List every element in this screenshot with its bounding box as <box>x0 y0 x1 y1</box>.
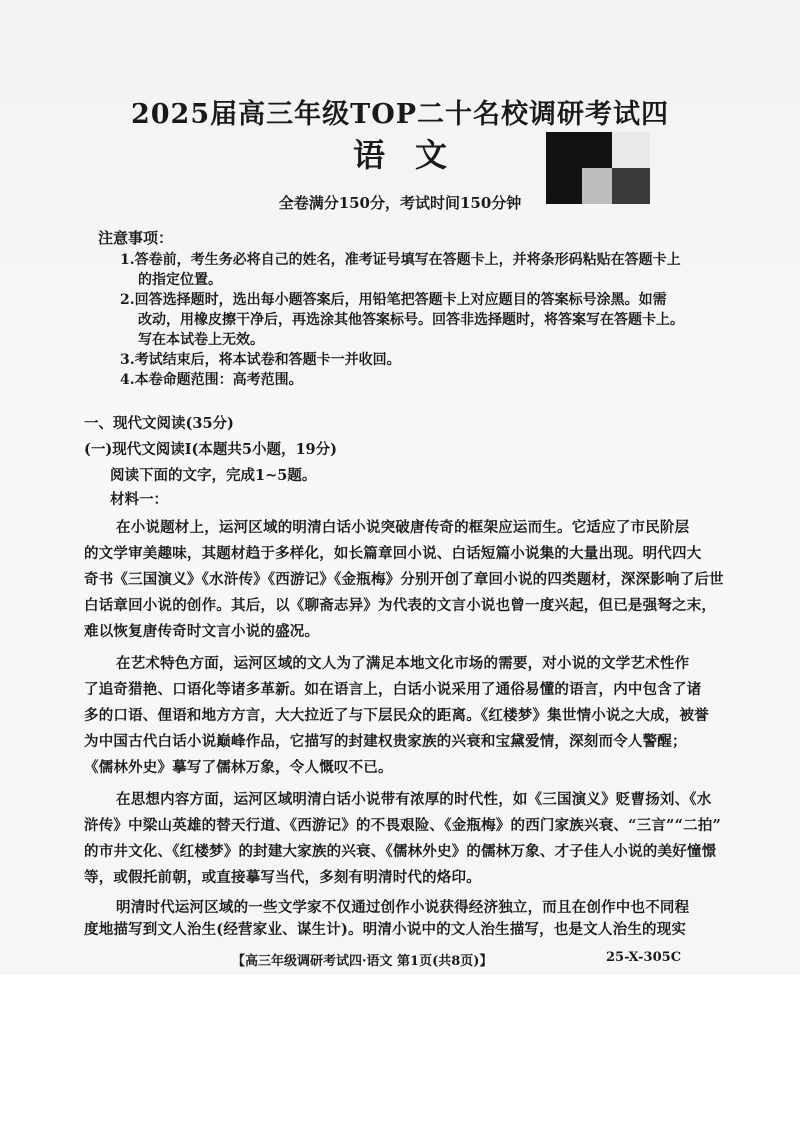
sub-section-heading: (一)现代文阅读Ⅰ(本题共5小题，19分) <box>84 441 337 458</box>
body-line: 多的口语、俚语和地方方言，大大拉近了与下层民众的距离。《红楼梦》集世情小说之大成，被誉 <box>84 707 709 724</box>
blank-page-margin <box>0 975 800 1147</box>
page-footer <box>0 950 800 972</box>
subject-title: 语文 <box>352 136 477 174</box>
body-line: 了追奇猎艳、口语化等诸多革新。如在语言上，白话小说采用了通俗易懂的语言，内中包含了诸 <box>84 681 702 698</box>
body-line: 在小说题材上，运河区域的明清白话小说突破唐传奇的框架应运而生。它适应了市民阶层 <box>116 519 690 536</box>
notice-line: 的指定位置。 <box>138 272 222 288</box>
notice-line: 1.答卷前，考生务必将自己的姓名，准考证号填写在答题卡上，并将条形码粘贴在答题卡上 <box>120 252 681 268</box>
exam-title: 2025届高三年级TOP二十名校调研考试四 <box>130 99 670 130</box>
material-label: 材料一： <box>110 491 168 508</box>
body-line: 的文学审美趣味，其题材趋于多样化，如长篇章回小说、白话短篇小说集的大量出现。明代四大 <box>84 545 702 562</box>
notice-line: 改动，用橡皮擦干净后，再选涂其他答案标号。回答非选择题时，将答案写在答题卡上。 <box>138 312 684 328</box>
notice-line: 3.考试结束后，将本试卷和答题卡一并收回。 <box>120 352 401 368</box>
body-line: 明清时代运河区域的一些文学家不仅通过创作小说获得经济独立，而且在创作中也不同程 <box>116 899 690 916</box>
body-line: 度地描写到文人治生(经营家业、谋生计)。明清小说中的文人治生描写，也是文人治生的现实 <box>84 921 687 938</box>
notice-line: 4.本卷命题范围：高考范围。 <box>120 372 303 388</box>
reading-instruction: 阅读下面的文字，完成1~5题。 <box>110 467 317 484</box>
footer-exam-code: 25-X-305C <box>606 950 682 965</box>
body-line: 浒传》中梁山英雄的替天行道、《西游记》的不畏艰险、《金瓶梅》的西门家族兴衰、“三言”“二拍” <box>84 817 722 834</box>
body-line: 的市井文化、《红楼梦》的封建大家族的兴衰、《儒林外史》的儒林万象、才子佳人小说的美好憧憬 <box>84 843 717 860</box>
body-line: 在艺术特色方面，运河区域的文人为了满足本地文化市场的需要，对小说的文学艺术性作 <box>116 655 690 672</box>
notice-heading: 注意事项： <box>98 229 174 247</box>
notice-line: 写在本试卷上无效。 <box>138 332 264 348</box>
body-line: 在思想内容方面，运河区域明清白话小说带有浓厚的时代性，如《三国演义》贬曹扬刘、《水 <box>116 791 712 808</box>
body-line: 等，或假托前朝，或直接摹写当代，多刻有明清时代的烙印。 <box>84 869 481 886</box>
body-line: 奇书《三国演义》《水浒传》《西游记》《金瓶梅》分别开创了章回小说的四类题材，深深影响了后世 <box>84 571 724 588</box>
notice-line: 2.回答选择题时，选出每小题答案后，用铅笔把答题卡上对应题目的答案标号涂黑。如需 <box>120 292 667 308</box>
body-line: 为中国古代白话小说巅峰作品，它描写的封建权贵家族的兴衰和宝黛爱情，深刻而令人警醒； <box>84 733 687 750</box>
body-line: 白话章回小说的创作。其后，以《聊斋志异》为代表的文言小说也曾一度兴起，但已是强弩之末， <box>84 597 717 614</box>
score-info: 全卷满分150分，考试时间150分钟 <box>278 194 522 212</box>
footer-page-info: 【高三年级调研考试四·语文 第1页(共8页)】 <box>232 954 493 969</box>
section-heading: 一、现代文阅读(35分) <box>84 415 234 432</box>
body-line: 难以恢复唐传奇时文言小说的盛况。 <box>84 623 320 640</box>
body-line: 《儒林外史》摹写了儒林万象，令人慨叹不已。 <box>84 759 393 776</box>
